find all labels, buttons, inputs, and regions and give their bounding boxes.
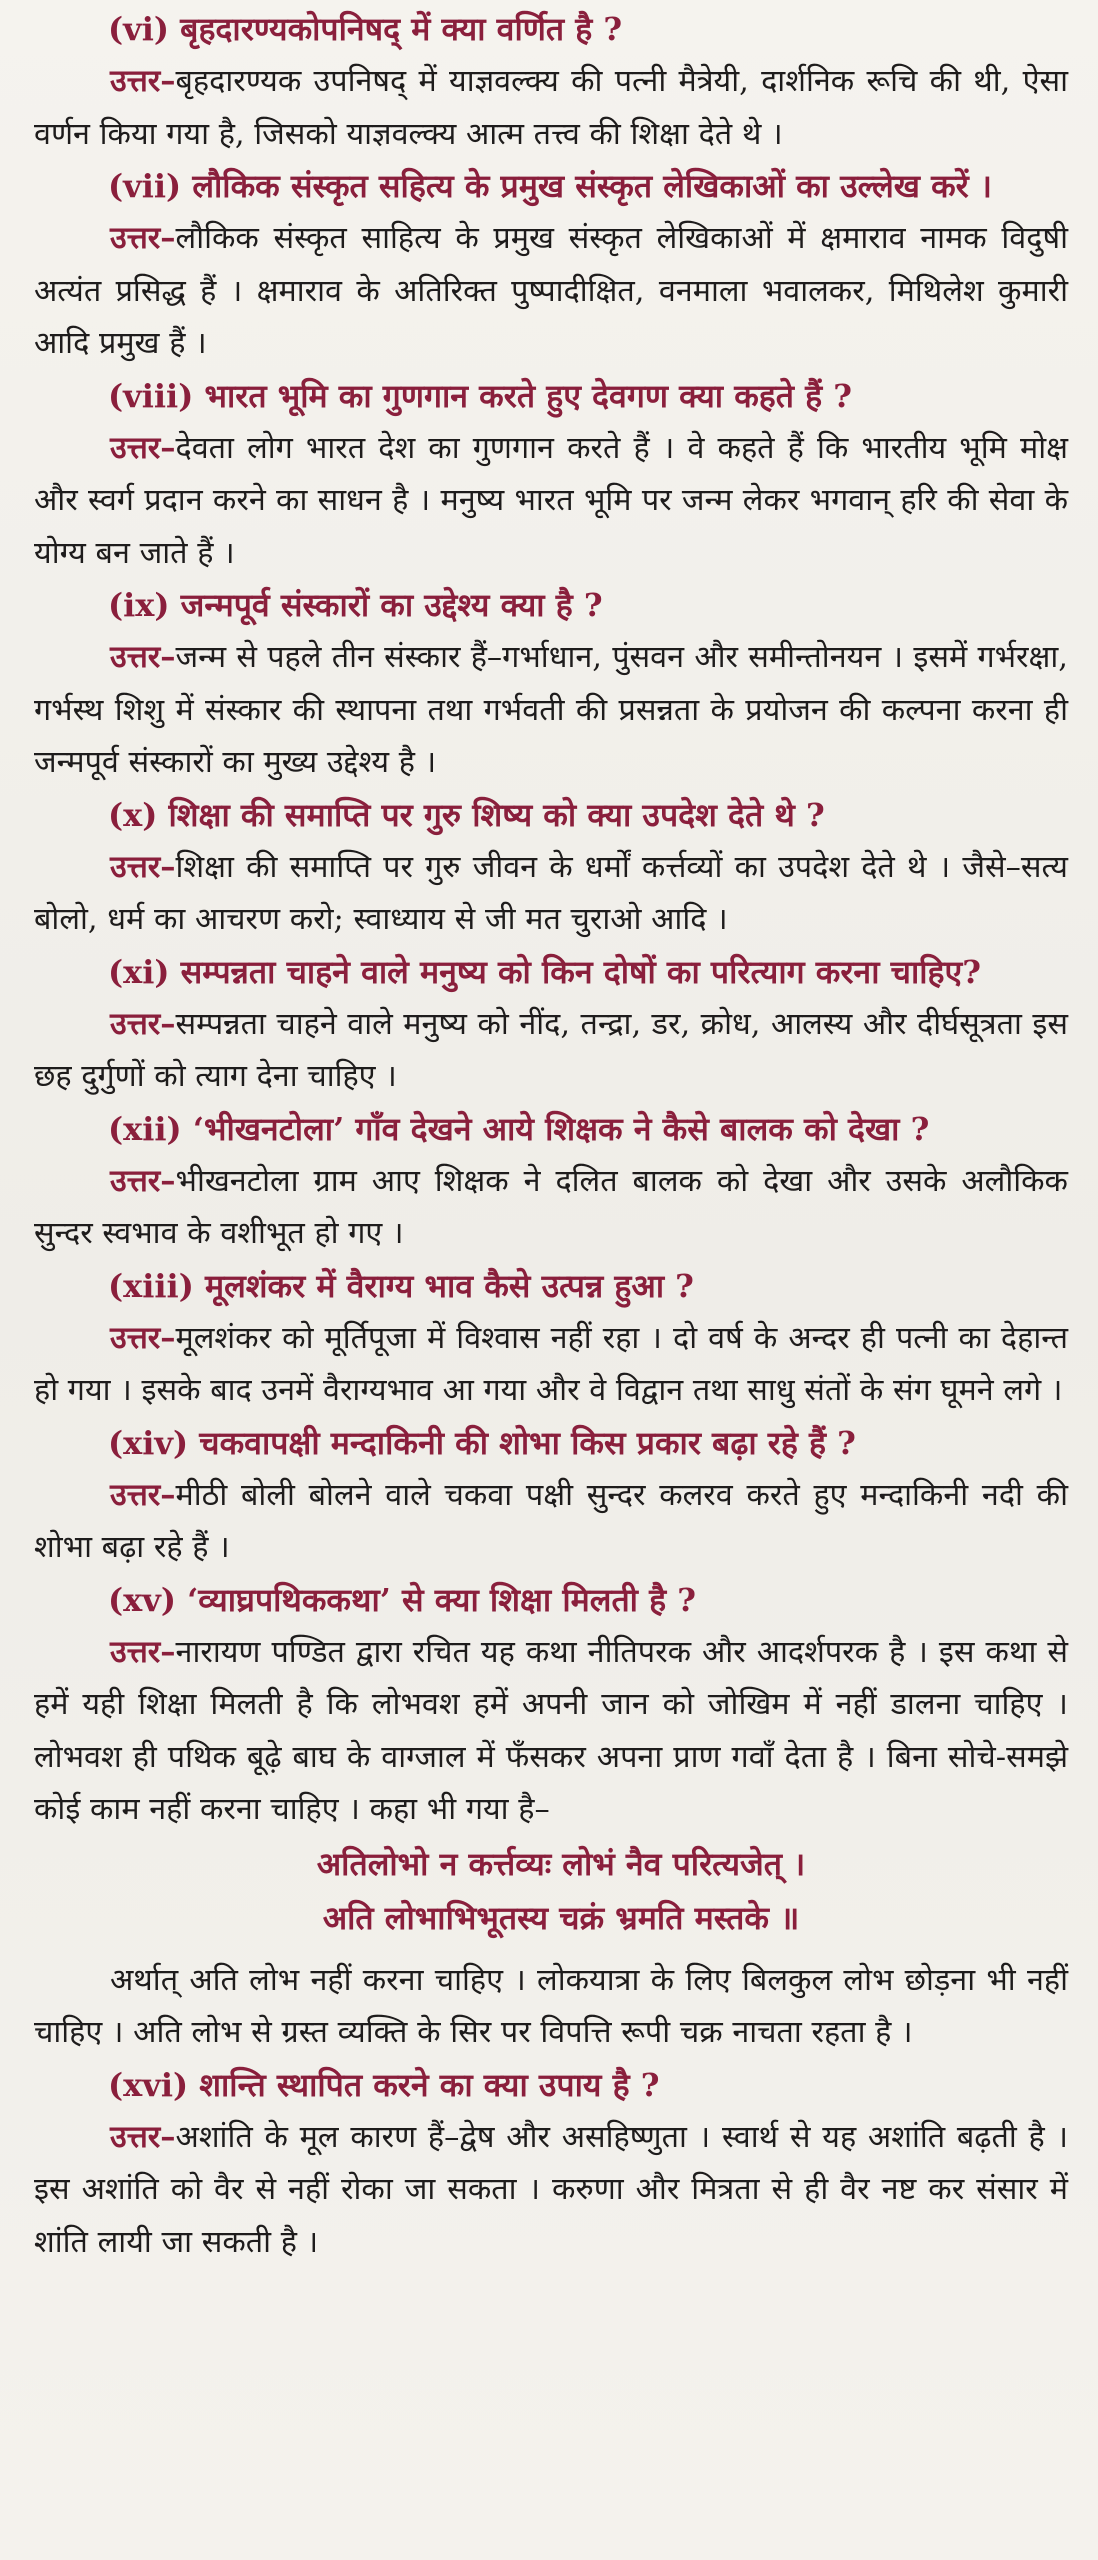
answer-label: उत्तर–: [110, 639, 176, 675]
qa-item-x: [34, 790, 1068, 947]
answer-text: मूलशंकर को मूर्तिपूजा में विश्वास नहीं रहा । दो वर्ष के अन्दर ही पत्नी का देहान्त हो गया । इसके बाद उनमें वैराग्यभाव आ गया और वे विद्वान तथा साधु संतों के संग घूमने लगे ।: [34, 1320, 1068, 1408]
answer-label: उत्तर–: [110, 220, 176, 256]
question: (vii) लौकिक संस्कृत सहित्य के प्रमुख संस्कृत लेखिकाओं का उल्लेख करें ।: [108, 167, 993, 205]
answer: [34, 1155, 1068, 1261]
answer: [34, 1312, 1068, 1418]
qa-item-xiii: [34, 1261, 1068, 1418]
answer-text: शिक्षा की समाप्ति पर गुरु जीवन के धर्मों कर्त्तव्यों का उपदेश देते थे । जैसे–सत्य बोलो, धर्म का आचरण करो; स्वाध्याय से जी मत चुराओ आदि ।: [34, 849, 1068, 937]
answer-text: सम्पन्नता चाहने वाले मनुष्य को नींद, तन्द्रा, डर, क्रोध, आलस्य और दीर्घसूत्रता इस छह दुर्गुणों को त्याग देना चाहिए ।: [34, 1006, 1068, 1094]
answer: [34, 1469, 1068, 1575]
question: (x) शिक्षा की समाप्ति पर गुरु शिष्य को क्या उपदेश देते थे ?: [108, 795, 825, 834]
qa-item-ix: [34, 580, 1068, 790]
question: (xiii) मूलशंकर में वैराग्य भाव कैसे उत्पन्न हुआ ?: [108, 1266, 694, 1305]
qa-item-xii: [34, 1104, 1068, 1261]
answer-label: उत्तर–: [110, 1633, 176, 1670]
answer: [34, 2111, 1068, 2270]
answer-text: लौकिक संस्कृत साहित्य के प्रमुख संस्कृत लेखिकाओं में क्षमाराव नामक विदुषी अत्यंत प्रसिद्ध हैं । क्षमाराव के अतिरिक्त पुष्पादीक्षित, वनमाला भवालकर, मिथिलेश कुमारी आदि प्रमुख हैं ।: [34, 221, 1068, 361]
answer: [34, 55, 1068, 161]
answer: [34, 212, 1068, 371]
answer-label: उत्तर–: [110, 429, 176, 466]
qa-item-xvi: [34, 2060, 1068, 2270]
answer-label: उत्तर–: [110, 1319, 176, 1356]
answer: [34, 998, 1068, 1104]
answer: [34, 631, 1068, 790]
answer-text: बृहदारण्यक उपनिषद् में याज्ञवल्क्य की पत्नी मैत्रेयी, दार्शनिक रूचि की थी, ऐसा वर्णन किया गया है, जिसको याज्ञवल्क्य आत्म तत्त्व की शिक्षा देते थे ।: [34, 64, 1068, 152]
question: (xiv) चकवापक्षी मन्दाकिनी की शोभा किस प्रकार बढ़ा रहे हैं ?: [108, 1423, 856, 1462]
answer: [34, 1626, 1068, 1837]
question: (xi) सम्पन्नता चाहने वाले मनुष्य को किन दोषों का परित्याग करना चाहिए?: [108, 952, 981, 991]
answer-text: देवता लोग भारत देश का गुणगान करते हैं । वे कहते हैं कि भारतीय भूमि मोक्ष और स्वर्ग प्रदान करने का साधन है । मनुष्य भारत भूमि पर जन्म लेकर भगवान् हरि की सेवा के योग्य बन जाते हैं ।: [34, 430, 1068, 571]
qa-item-vii: [34, 161, 1068, 371]
answer-label: उत्तर–: [110, 1476, 176, 1513]
question: (xvi) शान्ति स्थापित करने का क्या उपाय है ?: [108, 2065, 660, 2104]
answer-text: जन्म से पहले तीन संस्कार हैं–गर्भाधान, पुंसवन और समीन्तोनयन । इसमें गर्भरक्षा, गर्भस्थ शिशु में संस्कार की स्थापना तथा गर्भवती की प्रसन्नता के प्रयोजन की कल्पना करना ही जन्मपूर्व संस्कारों का मुख्य उद्देश्य है ।: [34, 640, 1068, 780]
qa-item-xv: [34, 1575, 1068, 2060]
answer: [34, 841, 1068, 947]
answer-text: अशांति के मूल कारण हैं–द्वेष और असहिष्णुता । स्वार्थ से यह अशांति बढ़ती है । इस अशांति को वैर से नहीं रोका जा सकता । करुणा और मित्रता से ही वैर नष्ट कर संसार में शांति लायी जा सकती है ।: [34, 2119, 1068, 2260]
sanskrit-verse-line: अतिलोभो न कर्त्तव्यः लोभं नैव परित्यजेत् ।: [316, 1844, 806, 1883]
question: (vi) बृहदारण्यकोपनिषद् में क्या वर्णित है ?: [108, 10, 623, 48]
qa-item-xiv: [34, 1418, 1068, 1575]
answer-label: उत्तर–: [110, 1162, 176, 1199]
answer-text: भीखनटोला ग्राम आए शिक्षक ने दलित बालक को देखा और उसके अलौकिक सुन्दर स्वभाव के वशीभूत हो गए ।: [34, 1163, 1068, 1251]
answer: [34, 422, 1068, 581]
answer-label: उत्तर–: [110, 848, 176, 885]
verse-explanation: अर्थात् अति लोभ नहीं करना चाहिए । लोकयात्रा के लिए बिलकुल लोभ छोड़ना भी नहीं चाहिए । अति लोभ से ग्रस्त व्यक्ति के सिर पर विपत्ति रूपी चक्र नाचता रहता है ।: [34, 1962, 1068, 2050]
sanskrit-verse-line: अति लोभाभिभूतस्य चक्रं भ्रमति मस्तके ॥: [322, 1898, 800, 1937]
answer-label: उत्तर–: [110, 2118, 176, 2155]
question: (ix) जन्मपूर्व संस्कारों का उद्देश्य क्या है ?: [108, 586, 603, 624]
question: (xv) ‘व्याघ्रपथिककथा’ से क्या शिक्षा मिलती है ?: [108, 1580, 696, 1619]
question: (xii) ‘भीखनटोला’ गाँव देखने आये शिक्षक ने कैसे बालक को देखा ?: [108, 1109, 930, 1148]
qa-item-viii: [34, 371, 1068, 581]
answer-text: मीठी बोली बोलने वाले चकवा पक्षी सुन्दर कलरव करते हुए मन्दाकिनी नदी की शोभा बढ़ा रहे हैं ।: [34, 1477, 1068, 1565]
question: (viii) भारत भूमि का गुणगान करते हुए देवगण क्या कहते हैं ?: [108, 376, 853, 415]
answer-label: उत्तर–: [110, 63, 176, 99]
answer-label: उत्तर–: [110, 1005, 176, 1042]
qa-item-xi: [34, 947, 1068, 1104]
qa-item-vi: [34, 4, 1068, 161]
answer-text: नारायण पण्डित द्वारा रचित यह कथा नीतिपरक और आदर्शपरक है । इस कथा से हमें यही शिक्षा मिलती है कि लोभवश हमें अपनी जान को जोखिम में नहीं डालना चाहिए । लोभवश ही पथिक बूढ़े बाघ के वाग्जाल में फँसकर अपना प्राण गवाँ देता है । बिना सोचे-समझे कोई काम नहीं करना चाहिए । कहा भी गया है–: [34, 1634, 1068, 1827]
